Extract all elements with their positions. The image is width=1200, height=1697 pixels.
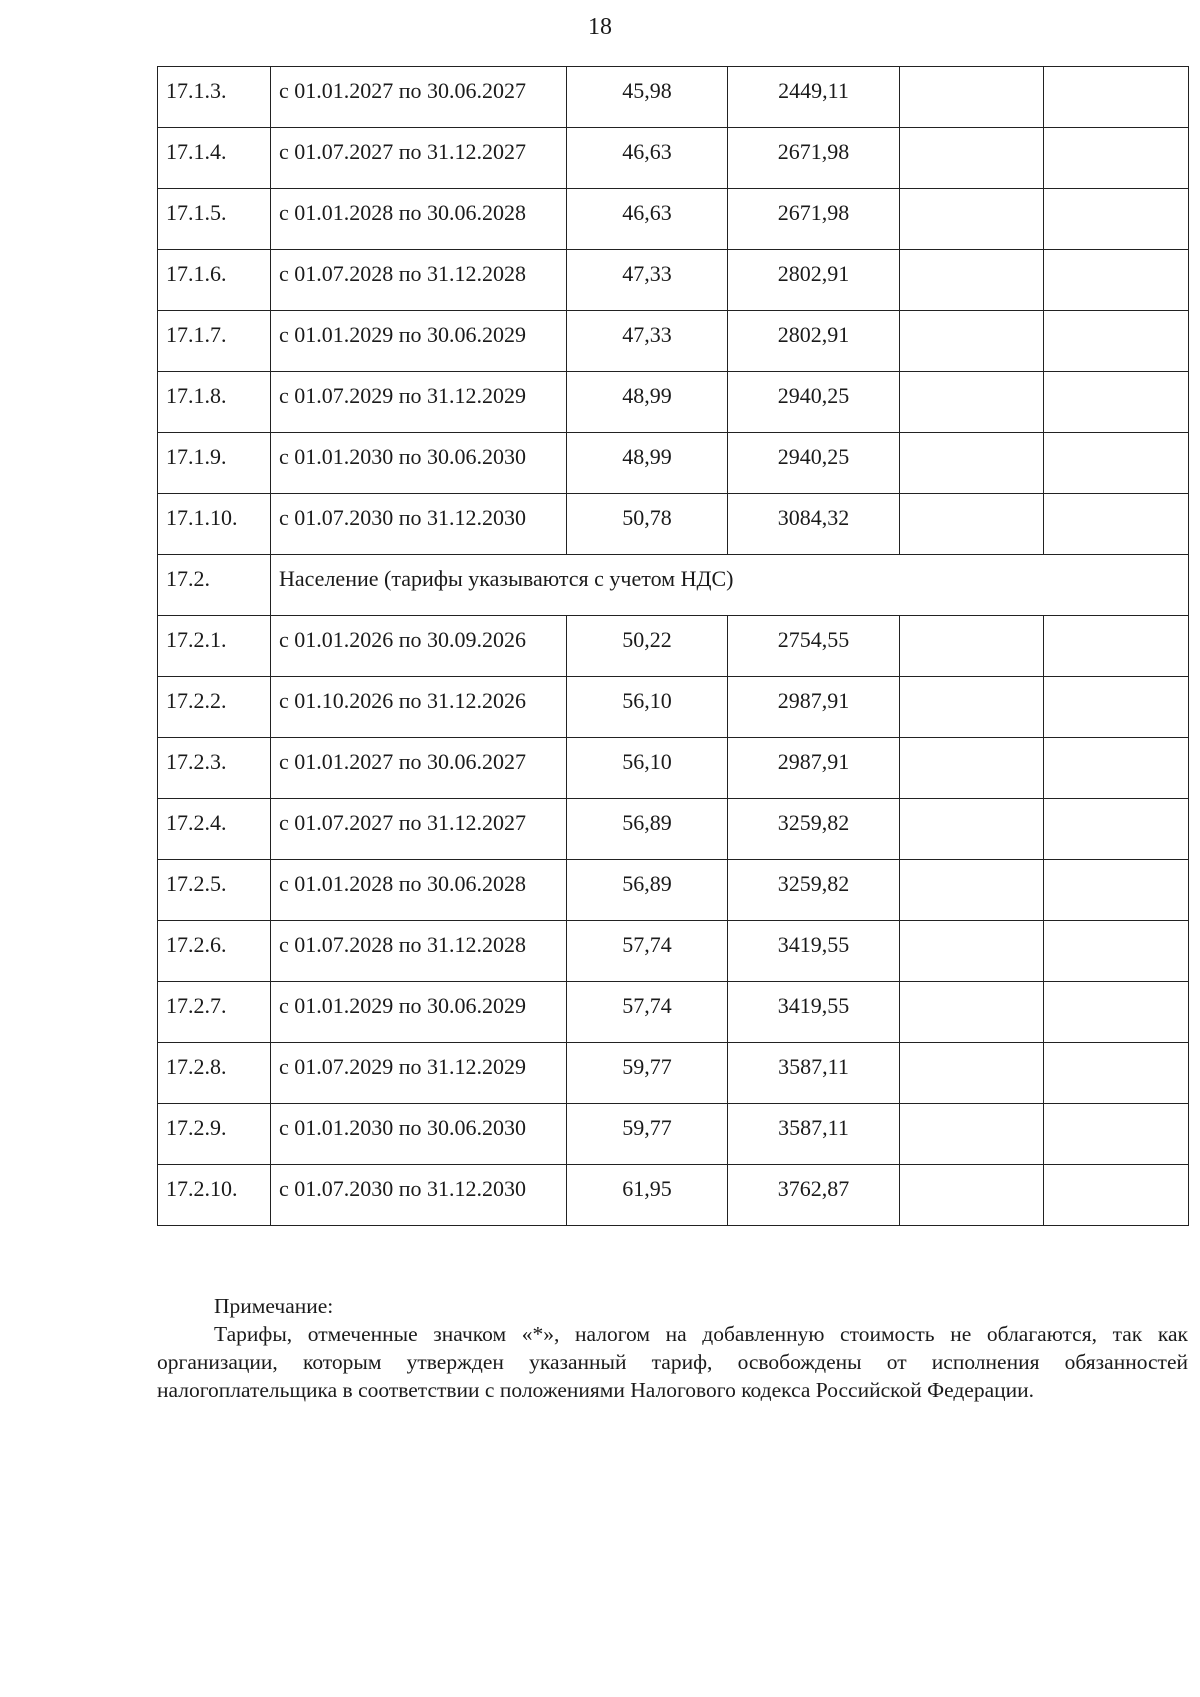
empty-cell bbox=[1044, 799, 1189, 860]
table-row bbox=[158, 738, 1189, 799]
table-row bbox=[158, 616, 1189, 677]
empty-cell bbox=[900, 860, 1044, 921]
period-cell: с 01.07.2028 по 31.12.2028 bbox=[271, 250, 567, 311]
table-row bbox=[158, 1165, 1189, 1226]
value-cell: 3587,11 bbox=[728, 1043, 900, 1104]
table-row bbox=[158, 677, 1189, 738]
row-number-cell: 17.1.9. bbox=[158, 433, 271, 494]
table-row bbox=[158, 1043, 1189, 1104]
empty-cell bbox=[900, 738, 1044, 799]
row-number-cell: 17.1.4. bbox=[158, 128, 271, 189]
empty-cell bbox=[1044, 616, 1189, 677]
note-body: Тарифы, отмеченные значком «*», налогом на добавленную стоимость не облагаются, так как организации, которым утвержден указанный тариф, освобождены от исполнения обязанностей налогоплательщика в соответствии с положениями Налогового кодекса Российской Федерации. bbox=[157, 1322, 1188, 1402]
empty-cell bbox=[900, 67, 1044, 128]
empty-cell bbox=[900, 189, 1044, 250]
empty-cell bbox=[900, 128, 1044, 189]
empty-cell bbox=[900, 921, 1044, 982]
empty-cell bbox=[900, 1104, 1044, 1165]
period-cell: с 01.01.2027 по 30.06.2027 bbox=[271, 67, 567, 128]
value-cell: 2671,98 bbox=[728, 128, 900, 189]
value-cell: 2754,55 bbox=[728, 616, 900, 677]
table-row bbox=[158, 372, 1189, 433]
period-cell: с 01.07.2028 по 31.12.2028 bbox=[271, 921, 567, 982]
empty-cell bbox=[1044, 1165, 1189, 1226]
row-number-cell: 17.1.3. bbox=[158, 67, 271, 128]
value-cell: 2987,91 bbox=[728, 677, 900, 738]
period-cell: с 01.01.2028 по 30.06.2028 bbox=[271, 189, 567, 250]
row-number-cell: 17.2.8. bbox=[158, 1043, 271, 1104]
value-cell: 3587,11 bbox=[728, 1104, 900, 1165]
value-cell: 3259,82 bbox=[728, 799, 900, 860]
empty-cell bbox=[900, 1043, 1044, 1104]
empty-cell bbox=[1044, 433, 1189, 494]
period-cell: с 01.07.2027 по 31.12.2027 bbox=[271, 799, 567, 860]
group-header-row bbox=[158, 555, 1189, 616]
empty-cell bbox=[1044, 372, 1189, 433]
row-number-cell: 17.1.7. bbox=[158, 311, 271, 372]
period-cell: с 01.01.2028 по 30.06.2028 bbox=[271, 860, 567, 921]
value-cell: 50,78 bbox=[567, 494, 728, 555]
row-number-cell: 17.2.4. bbox=[158, 799, 271, 860]
row-number-cell: 17.2.7. bbox=[158, 982, 271, 1043]
value-cell: 2802,91 bbox=[728, 311, 900, 372]
table-row bbox=[158, 311, 1189, 372]
empty-cell bbox=[900, 677, 1044, 738]
period-cell: с 01.07.2030 по 31.12.2030 bbox=[271, 1165, 567, 1226]
table-row bbox=[158, 921, 1189, 982]
value-cell: 48,99 bbox=[567, 372, 728, 433]
table-row bbox=[158, 189, 1189, 250]
value-cell: 47,33 bbox=[567, 311, 728, 372]
row-number-cell: 17.2. bbox=[158, 555, 271, 616]
tariff-table-body bbox=[158, 67, 1189, 1226]
note-title: Примечание: bbox=[214, 1294, 334, 1318]
empty-cell bbox=[1044, 921, 1189, 982]
value-cell: 3084,32 bbox=[728, 494, 900, 555]
period-cell: с 01.07.2030 по 31.12.2030 bbox=[271, 494, 567, 555]
period-cell: с 01.01.2029 по 30.06.2029 bbox=[271, 311, 567, 372]
table-row bbox=[158, 250, 1189, 311]
page-number: 18 bbox=[588, 14, 612, 40]
empty-cell bbox=[1044, 982, 1189, 1043]
value-cell: 2671,98 bbox=[728, 189, 900, 250]
row-number-cell: 17.1.10. bbox=[158, 494, 271, 555]
value-cell: 3259,82 bbox=[728, 860, 900, 921]
empty-cell bbox=[900, 433, 1044, 494]
row-number-cell: 17.2.1. bbox=[158, 616, 271, 677]
value-cell: 61,95 bbox=[567, 1165, 728, 1226]
table-row bbox=[158, 128, 1189, 189]
empty-cell bbox=[1044, 250, 1189, 311]
row-number-cell: 17.1.8. bbox=[158, 372, 271, 433]
period-cell: с 01.01.2026 по 30.09.2026 bbox=[271, 616, 567, 677]
value-cell: 45,98 bbox=[567, 67, 728, 128]
empty-cell bbox=[1044, 311, 1189, 372]
value-cell: 56,89 bbox=[567, 799, 728, 860]
value-cell: 59,77 bbox=[567, 1043, 728, 1104]
empty-cell bbox=[900, 372, 1044, 433]
row-number-cell: 17.2.2. bbox=[158, 677, 271, 738]
empty-cell bbox=[900, 250, 1044, 311]
row-number-cell: 17.2.5. bbox=[158, 860, 271, 921]
period-cell: с 01.01.2027 по 30.06.2027 bbox=[271, 738, 567, 799]
value-cell: 48,99 bbox=[567, 433, 728, 494]
period-cell: с 01.10.2026 по 31.12.2026 bbox=[271, 677, 567, 738]
row-number-cell: 17.2.3. bbox=[158, 738, 271, 799]
period-cell: с 01.01.2030 по 30.06.2030 bbox=[271, 433, 567, 494]
table-row bbox=[158, 494, 1189, 555]
value-cell: 59,77 bbox=[567, 1104, 728, 1165]
empty-cell bbox=[1044, 677, 1189, 738]
note bbox=[157, 1292, 1188, 1404]
table-row bbox=[158, 1104, 1189, 1165]
value-cell: 50,22 bbox=[567, 616, 728, 677]
value-cell: 3419,55 bbox=[728, 982, 900, 1043]
value-cell: 57,74 bbox=[567, 921, 728, 982]
value-cell: 46,63 bbox=[567, 189, 728, 250]
row-number-cell: 17.2.6. bbox=[158, 921, 271, 982]
value-cell: 56,10 bbox=[567, 677, 728, 738]
table-row bbox=[158, 433, 1189, 494]
empty-cell bbox=[900, 982, 1044, 1043]
period-cell: с 01.07.2027 по 31.12.2027 bbox=[271, 128, 567, 189]
value-cell: 3762,87 bbox=[728, 1165, 900, 1226]
empty-cell bbox=[1044, 128, 1189, 189]
value-cell: 2449,11 bbox=[728, 67, 900, 128]
value-cell: 2987,91 bbox=[728, 738, 900, 799]
tariff-table bbox=[157, 66, 1189, 1226]
row-number-cell: 17.2.10. bbox=[158, 1165, 271, 1226]
value-cell: 2940,25 bbox=[728, 433, 900, 494]
value-cell: 47,33 bbox=[567, 250, 728, 311]
row-number-cell: 17.1.6. bbox=[158, 250, 271, 311]
table-row bbox=[158, 67, 1189, 128]
empty-cell bbox=[1044, 494, 1189, 555]
empty-cell bbox=[900, 494, 1044, 555]
empty-cell bbox=[900, 616, 1044, 677]
row-number-cell: 17.2.9. bbox=[158, 1104, 271, 1165]
period-cell: с 01.01.2030 по 30.06.2030 bbox=[271, 1104, 567, 1165]
row-number-cell: 17.1.5. bbox=[158, 189, 271, 250]
table-row bbox=[158, 860, 1189, 921]
period-cell: с 01.01.2029 по 30.06.2029 bbox=[271, 982, 567, 1043]
empty-cell bbox=[1044, 1043, 1189, 1104]
empty-cell bbox=[1044, 738, 1189, 799]
empty-cell bbox=[1044, 1104, 1189, 1165]
value-cell: 2940,25 bbox=[728, 372, 900, 433]
empty-cell bbox=[900, 311, 1044, 372]
value-cell: 56,89 bbox=[567, 860, 728, 921]
group-label-cell: Население (тарифы указываются с учетом НДС) bbox=[271, 555, 1189, 616]
value-cell: 2802,91 bbox=[728, 250, 900, 311]
empty-cell bbox=[1044, 189, 1189, 250]
empty-cell bbox=[900, 1165, 1044, 1226]
value-cell: 3419,55 bbox=[728, 921, 900, 982]
table-row bbox=[158, 799, 1189, 860]
value-cell: 56,10 bbox=[567, 738, 728, 799]
period-cell: с 01.07.2029 по 31.12.2029 bbox=[271, 372, 567, 433]
empty-cell bbox=[1044, 860, 1189, 921]
empty-cell bbox=[1044, 67, 1189, 128]
empty-cell bbox=[900, 799, 1044, 860]
period-cell: с 01.07.2029 по 31.12.2029 bbox=[271, 1043, 567, 1104]
value-cell: 57,74 bbox=[567, 982, 728, 1043]
table-row bbox=[158, 982, 1189, 1043]
value-cell: 46,63 bbox=[567, 128, 728, 189]
